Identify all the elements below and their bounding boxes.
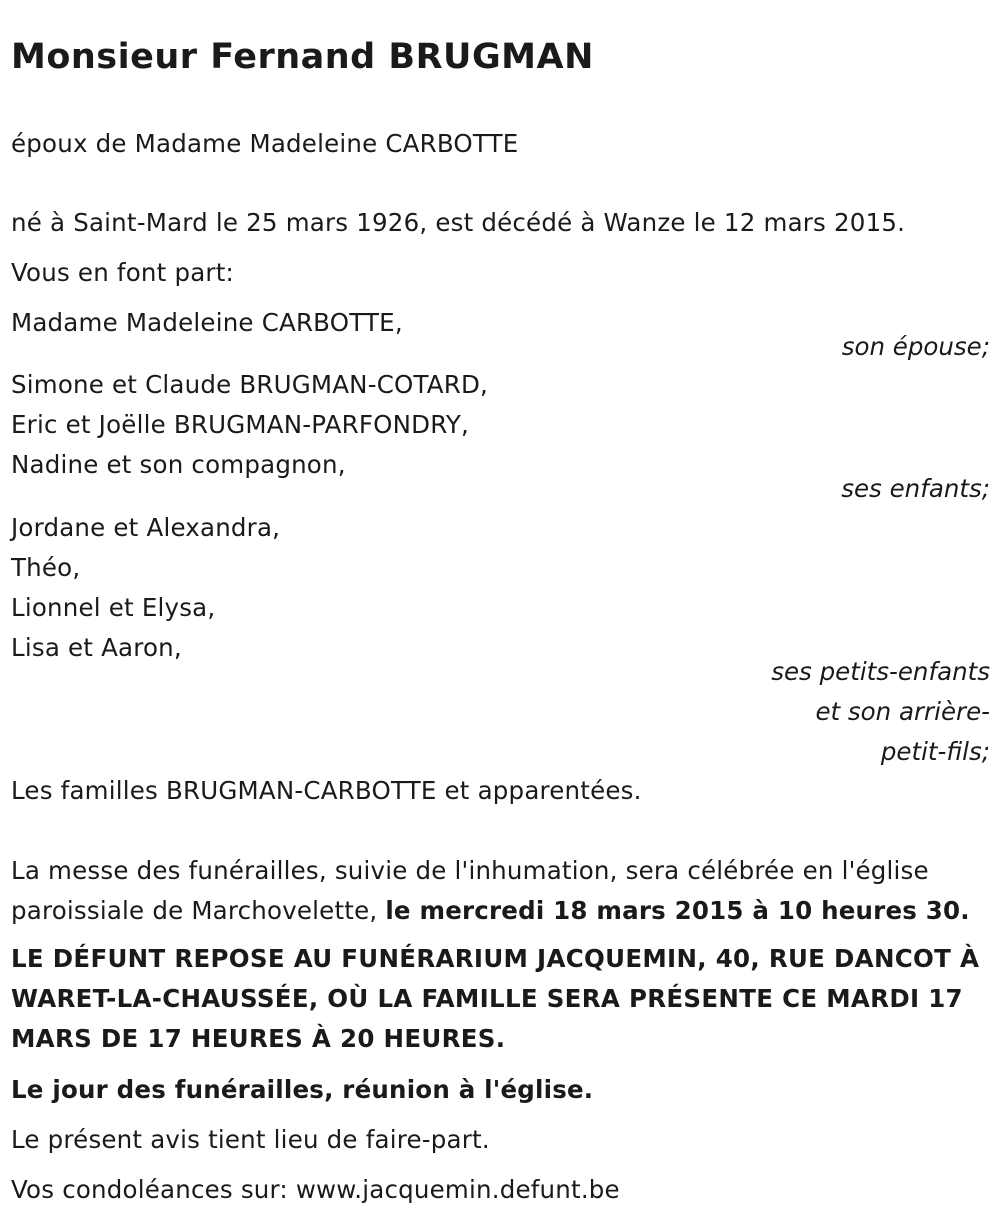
rest-line-1: LE DÉFUNT REPOSE AU FUNÉRARIUM JACQUEMIN, 40, RUE DANCOT À [11, 944, 980, 973]
grandchild-name: Jordane et Alexandra, [11, 513, 281, 542]
grandchildren-role-line: ses petits-enfants [771, 657, 990, 686]
grandchild-name: Théo, [11, 553, 81, 582]
meeting-line: Le jour des funérailles, réunion à l'église. [11, 1075, 594, 1104]
spouse-role: son épouse; [841, 332, 990, 361]
mass-line-2 [11, 896, 970, 926]
families-line: Les familles BRUGMAN-CARBOTTE et apparentées. [11, 776, 642, 805]
grandchild-name: Lisa et Aaron, [11, 633, 182, 662]
mass-location: paroissiale de Marchovelette, [11, 896, 386, 925]
grandchildren-role-line: petit-fils; [880, 737, 990, 766]
birth-death-line: né à Saint-Mard le 25 mars 1926, est décédé à Wanze le 12 mars 2015. [11, 208, 906, 237]
deceased-name-title: Monsieur Fernand BRUGMAN [11, 37, 594, 77]
child-name: Eric et Joëlle BRUGMAN-PARFONDRY, [11, 410, 470, 439]
child-name: Simone et Claude BRUGMAN-COTARD, [11, 370, 489, 399]
grandchild-name: Lionnel et Elysa, [11, 593, 216, 622]
rest-line-2: WARET-LA-CHAUSSÉE, OÙ LA FAMILLE SERA PRÉSENTE CE MARDI 17 [11, 984, 963, 1013]
spouse-line: époux de Madame Madeleine CARBOTTE [11, 129, 519, 158]
condolences-line: Vos condoléances sur: www.jacquemin.defunt.be [11, 1175, 620, 1204]
spouse-name: Madame Madeleine CARBOTTE, [11, 308, 403, 337]
rest-line-3: MARS DE 17 HEURES À 20 HEURES. [11, 1024, 506, 1053]
mass-line-1: La messe des funérailles, suivie de l'inhumation, sera célébrée en l'église [11, 856, 929, 885]
children-role: ses enfants; [841, 474, 990, 503]
announce-line: Vous en font part: [11, 258, 234, 287]
child-name: Nadine et son compagnon, [11, 450, 346, 479]
grandchildren-role-line: et son arrière- [815, 697, 990, 726]
avis-line: Le présent avis tient lieu de faire-part. [11, 1125, 490, 1154]
mass-date-time: le mercredi 18 mars 2015 à 10 heures 30. [385, 896, 970, 925]
